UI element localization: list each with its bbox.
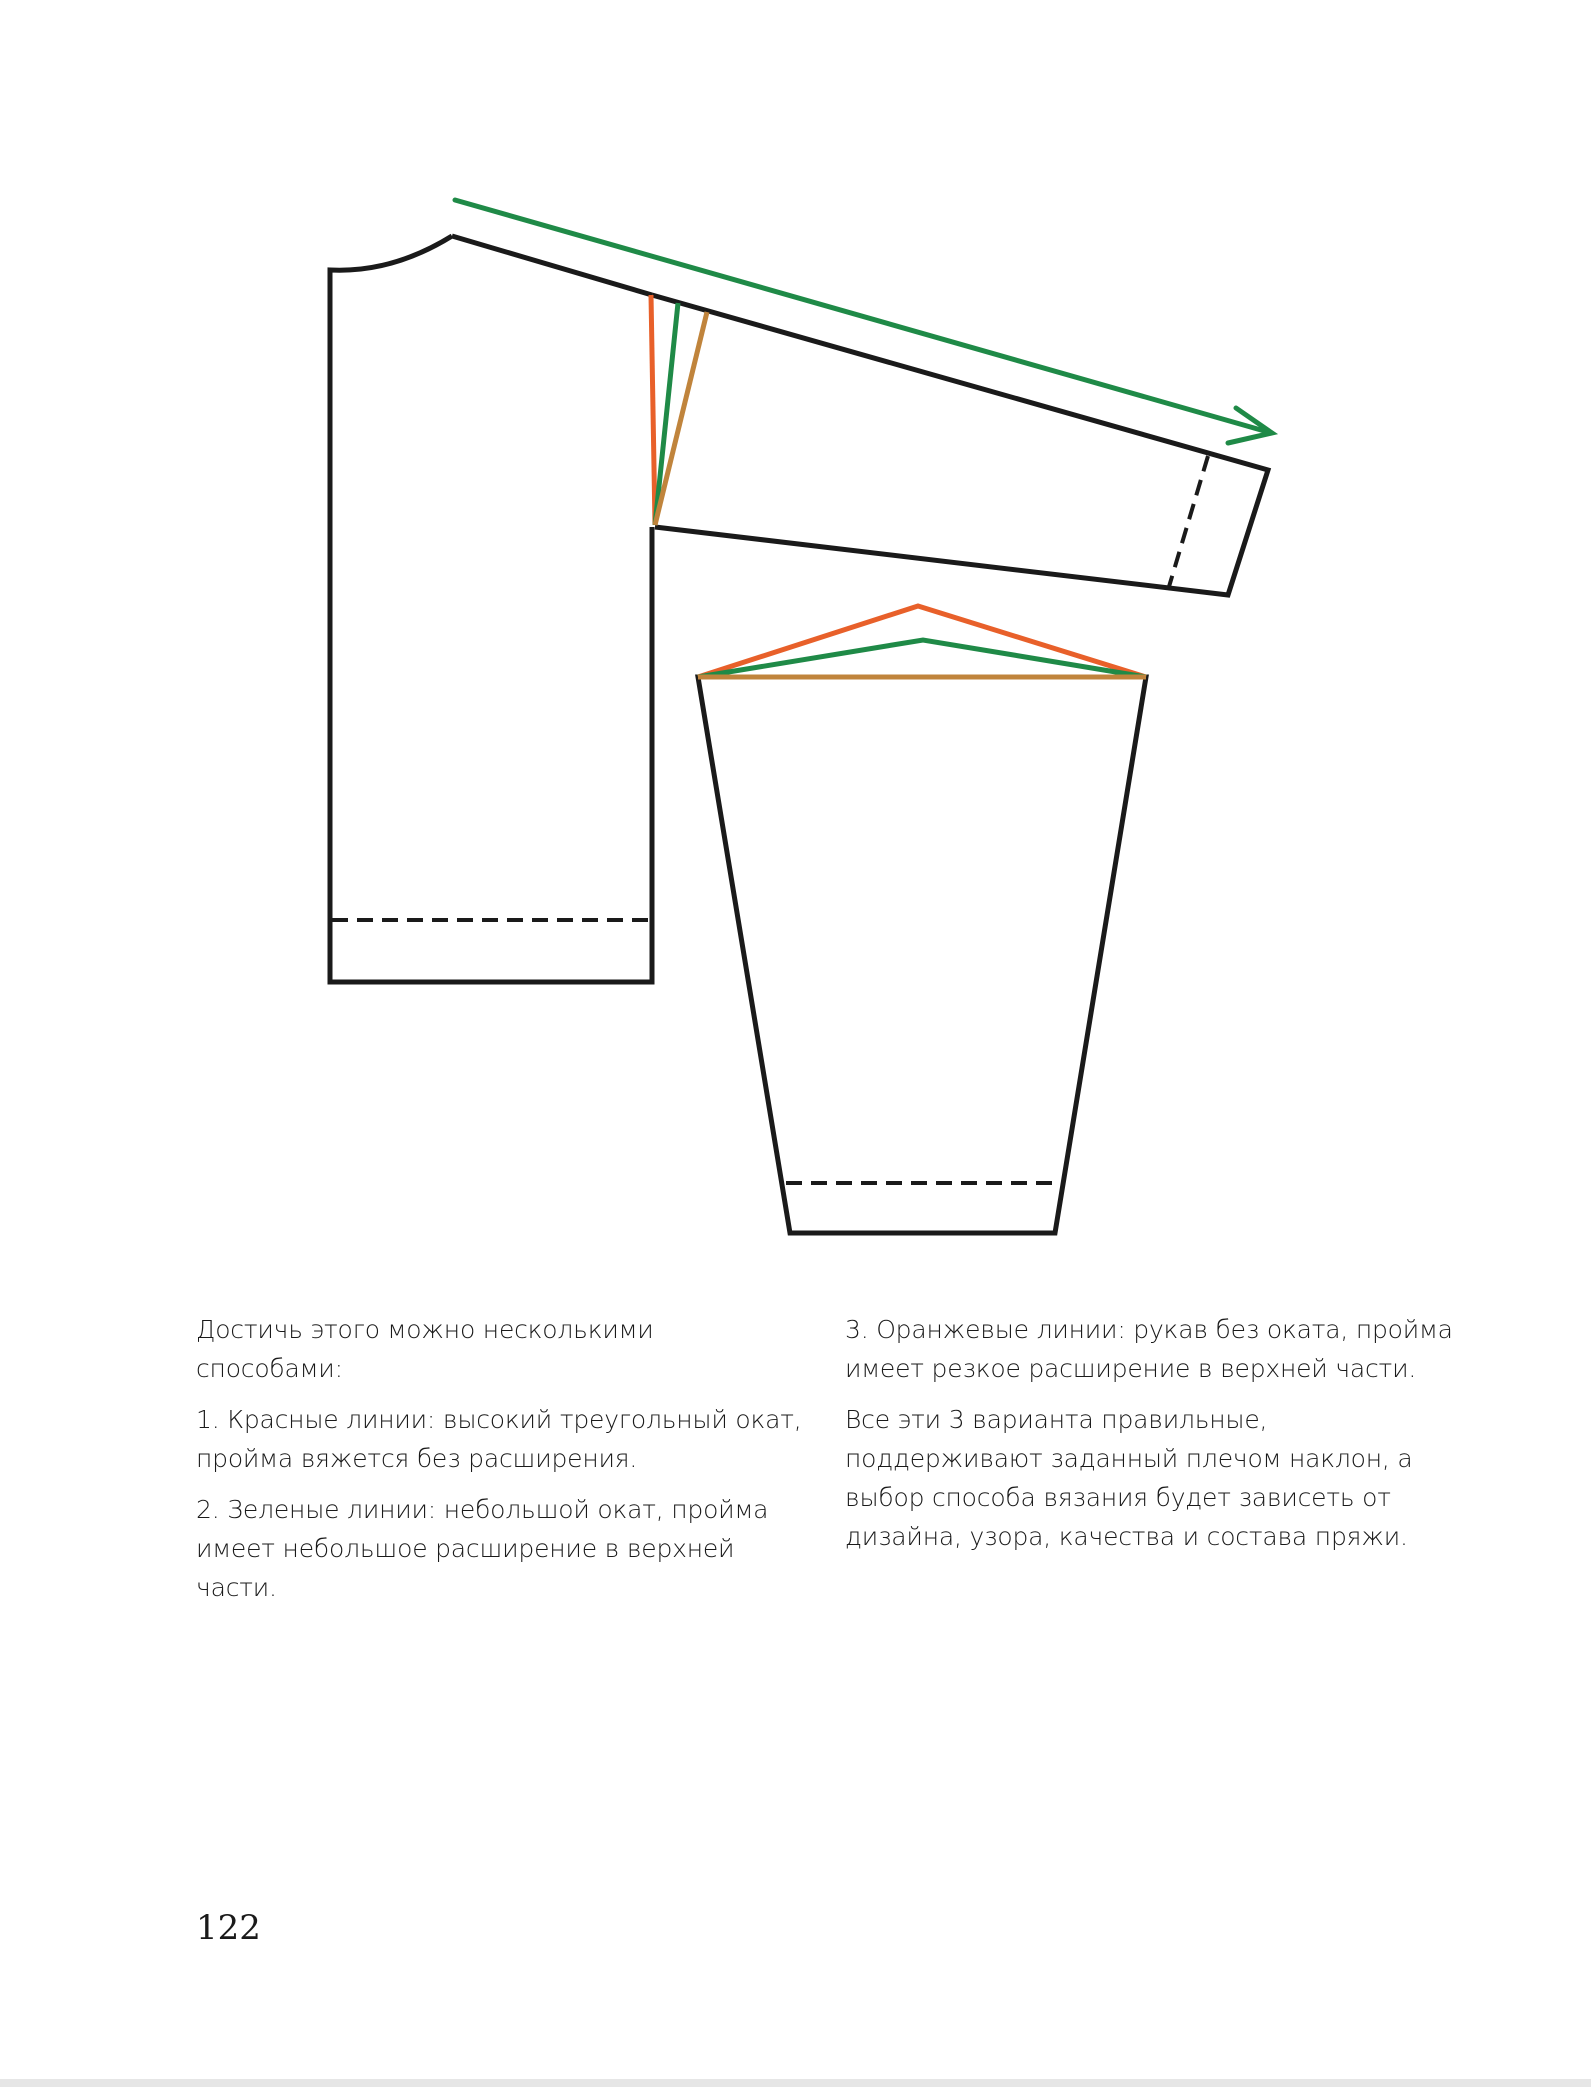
paragraph-intro: Достичь этого можно несколькими способами: (196, 1315, 654, 1383)
paragraph-summary: Все эти 3 варианта правильные, поддерживают заданный плечом наклон, а выбор способа вязания будет зависеть от дизайна, узора, качества и состава пряжи. (845, 1405, 1413, 1551)
page-bottom-edge (0, 2079, 1591, 2087)
text-column-right (845, 1310, 1455, 1568)
text-column-left (196, 1310, 806, 1619)
paragraph-orange-lines: 3. Оранжевые линии: рукав без оката, пройма имеет резкое расширение в верхней части. (845, 1315, 1453, 1383)
armhole-green-line (655, 303, 678, 525)
shoulder-slope-arrow-line (455, 200, 1268, 432)
armhole-orange-line (655, 312, 707, 525)
page-number: 122 (196, 1908, 261, 1948)
sleeve-attached-outline (652, 295, 1268, 595)
armhole-red-line (651, 295, 655, 525)
sleeve-piece-outline (698, 677, 1146, 1233)
body-piece-outline (330, 236, 652, 982)
paragraph-green-lines: 2. Зеленые линии: небольшой окат, пройма имеет небольшое расширение в верхней части. (196, 1495, 769, 1602)
paragraph-red-lines: 1. Красные линии: высокий треугольный окат, пройма вяжется без расширения. (196, 1405, 802, 1473)
sleeve-cuff-dashed-line (1168, 456, 1208, 590)
